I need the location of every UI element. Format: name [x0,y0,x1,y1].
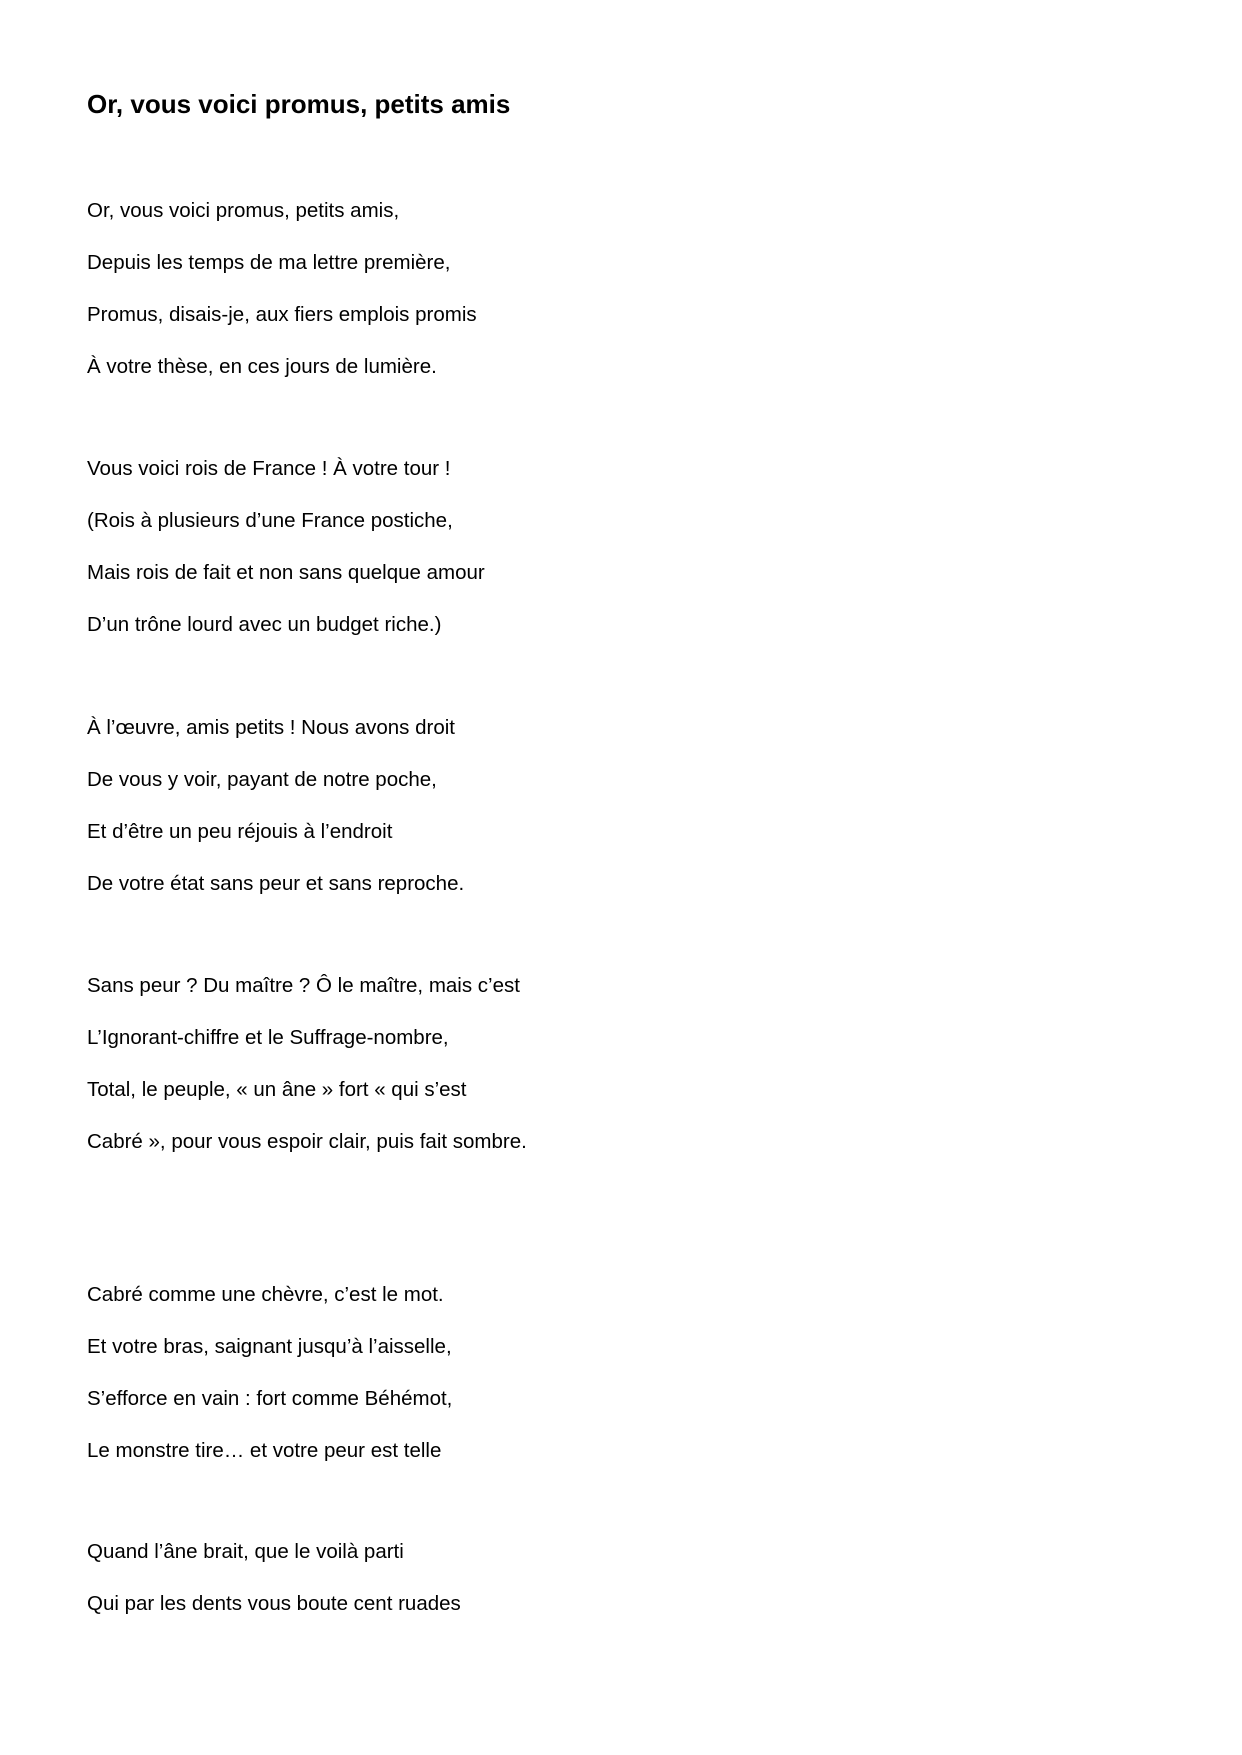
poem-line: De votre état sans peur et sans reproche. [87,872,465,895]
stanza-4 [87,973,527,1155]
poem-line: Mais rois de fait et non sans quelque amour [87,561,485,584]
poem-line: Et votre bras, saignant jusqu’à l’aisselle, [87,1335,452,1358]
poem-line: Et d’être un peu réjouis à l’endroit [87,820,393,843]
poem-line: (Rois à plusieurs d’une France postiche, [87,509,453,532]
poem-line: À votre thèse, en ces jours de lumière. [87,355,437,378]
poem-line: Depuis les temps de ma lettre première, [87,251,451,274]
stanza-2 [87,456,485,638]
poem-line: Cabré comme une chèvre, c’est le mot. [87,1283,444,1306]
poem-line: S’efforce en vain : fort comme Béhémot, [87,1387,453,1410]
poem-line: Or, vous voici promus, petits amis, [87,199,400,222]
poem-line: Vous voici rois de France ! À votre tour ! [87,457,451,480]
stanza-5 [87,1282,452,1464]
stanza-6 [87,1539,461,1617]
poem-line: L’Ignorant-chiffre et le Suffrage-nombre, [87,1026,449,1049]
poem-title: Or, vous voici promus, petits amis [87,89,511,119]
poem-line: Sans peur ? Du maître ? Ô le maître, mais c’est [87,974,520,997]
poem-line: Qui par les dents vous boute cent ruades [87,1592,461,1615]
poem-line: Le monstre tire… et votre peur est telle [87,1439,442,1462]
poem-line: Quand l’âne brait, que le voilà parti [87,1540,404,1563]
poem-line: Promus, disais-je, aux fiers emplois promis [87,303,477,326]
stanza-1 [87,198,477,380]
poem-line: Cabré », pour vous espoir clair, puis fait sombre. [87,1130,527,1153]
stanza-3 [87,715,464,897]
poem-line: À l’œuvre, amis petits ! Nous avons droit [87,716,455,739]
poem-line: Total, le peuple, « un âne » fort « qui s’est [87,1078,467,1101]
poem-line: De vous y voir, payant de notre poche, [87,768,437,791]
poem-line: D’un trône lourd avec un budget riche.) [87,613,442,636]
